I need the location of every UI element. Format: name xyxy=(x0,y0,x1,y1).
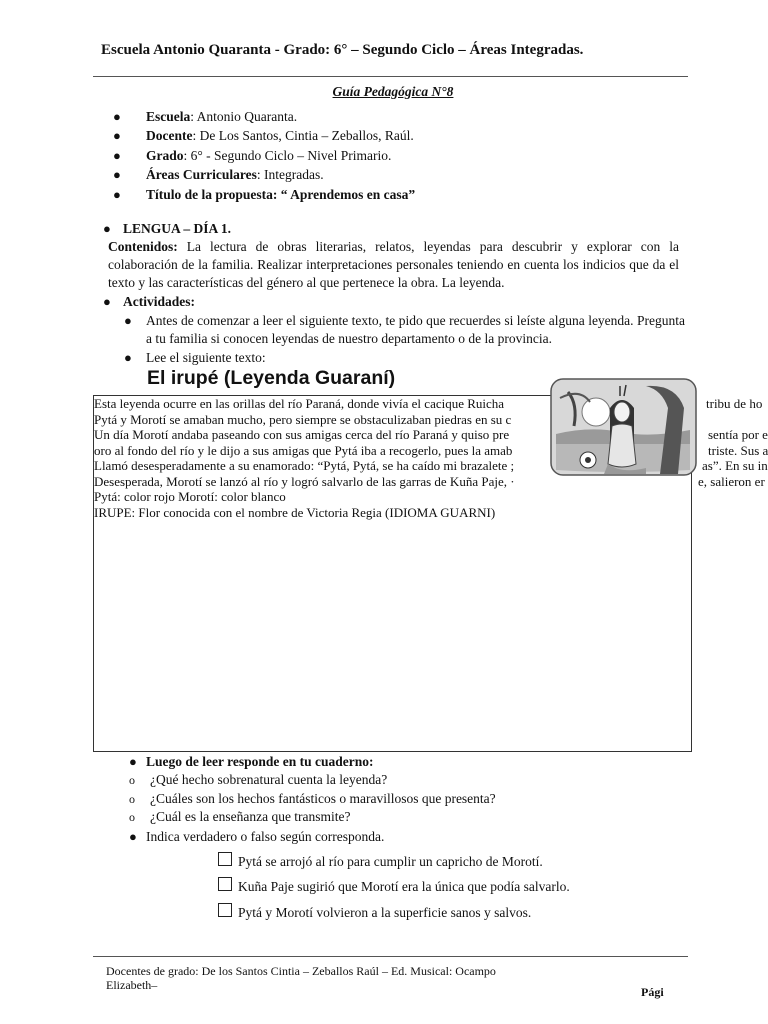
true-false-checkbox[interactable] xyxy=(218,903,232,917)
footer-text: Docentes de grado: De los Santos Cintia – Zeballos Raúl – Ed. Musical: Ocampo Elizabeth– xyxy=(106,964,496,992)
story-fragment: sentía por e xyxy=(708,427,768,442)
contenidos-paragraph: Contenidos: La lectura de obras literarias, relatos, leyendas para descubrir y explorar con la colaboración de la familia. Realizar interpretaciones personales teniendo en cuenta los indicios que da el texto y las características del género al que pertenece la obra. La leyenda. xyxy=(108,239,679,290)
lengua-heading: LENGUA – DÍA 1. xyxy=(123,221,232,236)
guide-title: Guía Pedagógica N°8 xyxy=(332,84,454,99)
legend-illustration xyxy=(550,378,697,476)
circle-bullet-icon: o xyxy=(129,810,135,824)
document-header: Escuela Antonio Quaranta - Grado: 6° – Segundo Ciclo – Áreas Integradas. xyxy=(101,42,584,58)
bullet-icon: ● xyxy=(124,350,132,365)
footer-divider xyxy=(93,956,688,957)
bullet-icon: ● xyxy=(103,294,111,309)
activity-item: Antes de comenzar a leer el siguiente texto, te pido que recuerdes si leíste alguna leyenda. Pregunta a tu familia si conocen leyendas de nuestro departamento o de la provincia. xyxy=(146,313,685,346)
question-item: ¿Qué hecho sobrenatural cuenta la leyenda? xyxy=(150,772,388,787)
tf-statement: Pytá y Morotí volvieron a la superficie sanos y salvos. xyxy=(238,905,532,920)
page-label: Pági xyxy=(641,985,664,999)
story-fragment: tribu de ho xyxy=(706,396,763,411)
story-fragment: e, salieron er xyxy=(698,474,765,489)
story-line: Llamó desesperadamente a su enamorado: “Pytá, Pytá, se ha caído mi brazalete ; xyxy=(94,458,515,473)
story-line: Desesperada, Morotí se lanzó al río y logró salvarlo de las garras de Kuña Paje, · xyxy=(94,473,515,489)
circle-bullet-icon: o xyxy=(129,792,135,806)
story-title: El irupé (Leyenda Guaraní) xyxy=(147,367,396,389)
bullet-icon: ● xyxy=(113,187,121,202)
bullet-icon: ● xyxy=(103,221,111,236)
true-false-checkbox[interactable] xyxy=(218,852,232,866)
story-fragment: triste. Sus a xyxy=(708,443,768,458)
tf-statement: Pytá se arrojó al río para cumplir un capricho de Morotí. xyxy=(238,854,543,869)
info-item: Título de la propuesta: “ Aprendemos en casa” xyxy=(146,187,416,202)
bullet-icon: ● xyxy=(129,754,137,769)
bullet-icon: ● xyxy=(124,313,132,328)
info-item: Grado: 6° - Segundo Ciclo – Nivel Primario. xyxy=(146,148,392,163)
story-fragment: as”. En su in xyxy=(702,458,768,473)
bullet-icon: ● xyxy=(113,167,121,182)
info-item: Áreas Curriculares: Integradas. xyxy=(146,167,324,182)
tf-instruction: Indica verdadero o falso según corresponda. xyxy=(146,829,385,844)
circle-bullet-icon: o xyxy=(129,773,135,787)
story-line: Pytá: color rojo Morotí: color blanco xyxy=(94,489,286,504)
story-line: oro al fondo del río y le dijo a sus amigas que Pytá iba a recogerlo, pues la amab xyxy=(94,442,513,458)
question-item: ¿Cuáles son los hechos fantásticos o maravillosos que presenta? xyxy=(150,791,496,806)
story-line: Un día Morotí andaba paseando con sus amigas cerca del río Paraná y quiso pre xyxy=(94,427,510,442)
story-line: IRUPE: Flor conocida con el nombre de Victoria Regia (IDIOMA GUARNI) xyxy=(94,504,496,520)
activity-item: Lee el siguiente texto: xyxy=(146,350,266,365)
tf-statement: Kuña Paje sugirió que Morotí era la única que podía salvarlo. xyxy=(238,879,570,894)
after-heading: Luego de leer responde en tu cuaderno: xyxy=(146,754,374,769)
bullet-icon: ● xyxy=(113,128,121,143)
true-false-checkbox[interactable] xyxy=(218,877,232,891)
bullet-icon: ● xyxy=(113,109,121,124)
header-divider xyxy=(93,76,688,77)
bullet-icon: ● xyxy=(113,148,121,163)
story-line: Esta leyenda ocurre en las orillas del río Paraná, donde vivía el cacique Ruicha xyxy=(94,396,505,411)
info-item: Escuela: Antonio Quaranta. xyxy=(146,109,298,124)
actividades-heading: Actividades: xyxy=(123,294,195,309)
info-item: Docente: De Los Santos, Cintia – Zeballos, Raúl. xyxy=(146,128,414,143)
story-line: Pytá y Morotí se amaban mucho, pero siempre se obstaculizaban piedras en su c xyxy=(94,411,512,427)
bullet-icon: ● xyxy=(129,829,137,844)
question-item: ¿Cuál es la enseñanza que transmite? xyxy=(150,809,351,824)
